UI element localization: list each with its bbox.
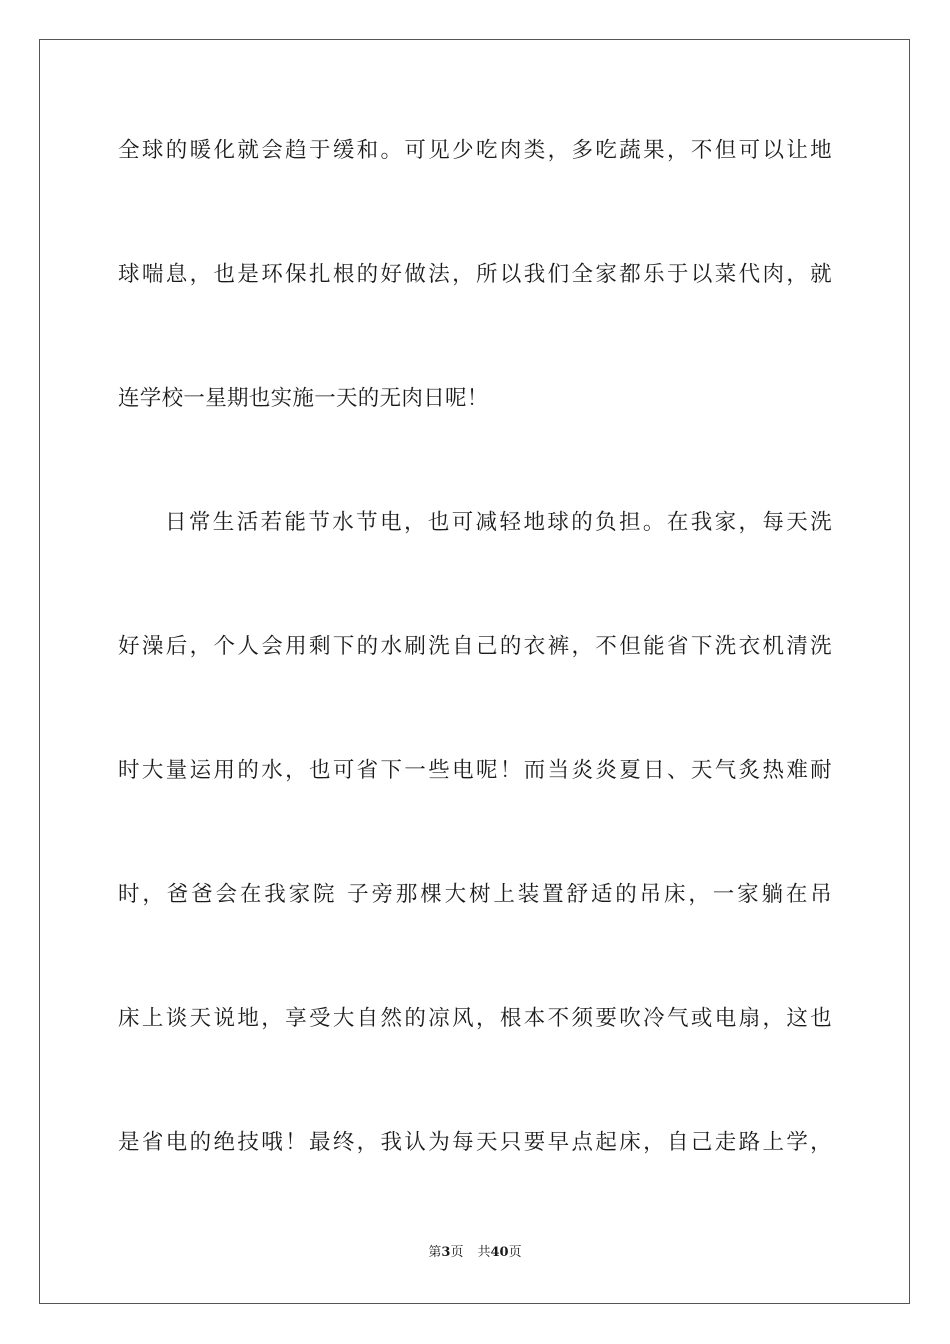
text-line: 是省电的绝技哦！最终，我认为每天只要早点起床，自己走路上学， — [118, 1130, 832, 1155]
page-suffix: 页 — [450, 1245, 464, 1260]
text-line: 全球的暖化就会趋于缓和。可见少吃肉类，多吃蔬果，不但可以让地 — [118, 138, 832, 163]
page-footer — [0, 1244, 950, 1262]
text-line: 时，爸爸会在我家院 子旁那棵大树上装置舒适的吊床，一家躺在吊 — [118, 882, 832, 907]
text-line: 时大量运用的水，也可省下一些电呢！而当炎炎夏日、天气炙热难耐 — [118, 758, 832, 783]
text-line: 球喘息，也是环保扎根的好做法，所以我们全家都乐于以菜代肉，就 — [118, 262, 832, 287]
text-line: 床上谈天说地，享受大自然的凉风，根本不须要吹冷气或电扇，这也 — [118, 1006, 832, 1031]
page-border — [39, 39, 910, 1304]
page-number: 3 — [441, 1245, 451, 1260]
text-line: 日常生活若能节水节电，也可减轻地球的负担。在我家，每天洗 — [165, 510, 832, 535]
text-line: 好澡后，个人会用剩下的水刷洗自己的衣裤，不但能省下洗衣机清洗 — [118, 634, 832, 659]
total-pages: 40 — [490, 1245, 509, 1260]
text-line: 连学校一星期也实施一天的无肉日呢！ — [118, 386, 489, 411]
total-prefix: 共 — [477, 1245, 491, 1260]
total-suffix: 页 — [508, 1245, 522, 1260]
page-prefix: 第 — [428, 1245, 442, 1260]
